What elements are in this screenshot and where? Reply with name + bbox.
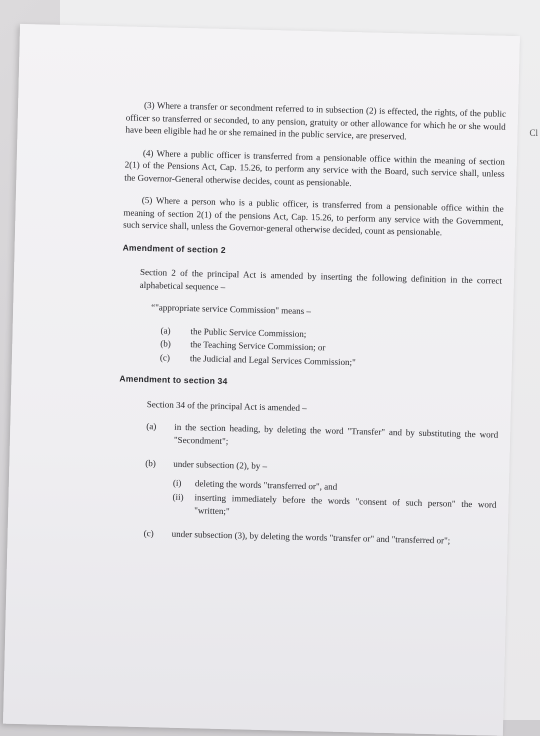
- item-text: the Teaching Service Commission; or: [190, 339, 326, 353]
- section-34-item-b: [145, 457, 497, 478]
- subitem-text: deleting the words "transferred or", and: [194, 477, 338, 492]
- section-34-intro: Section 34 of the principal Act is amended –: [146, 398, 307, 413]
- item-text: the Judicial and Legal Services Commission;": [189, 352, 356, 367]
- item-text: in the section heading, by deleting the word "Transfer" and by substituting the word "Secondment";: [173, 421, 499, 446]
- paragraph-4: (4) Where a public officer is transferred from a pensionable office within the meaning of section 2(1) of the Pensions Act, Cap. 15.26, to perform any service with the Board, such service shall, unless the Governor-General otherwise decides, count as pensionable.: [124, 147, 505, 188]
- section-34-subitem-ii: [172, 491, 497, 524]
- paragraph-3: (3) Where a transfer or secondment referred to in subsection (2) is effected, the rights, of the public officer so transferred or seconded, to any pension, gratuity or other allowance for which he or she would have been eligible had he or she remained in the public service, are preserved.: [125, 99, 507, 142]
- subitem-label: (i): [172, 477, 182, 488]
- item-label: (a): [160, 324, 171, 336]
- section-2-list: [160, 324, 501, 372]
- item-label: (b): [145, 458, 157, 469]
- section-34-item-c: [144, 527, 496, 548]
- item-label: (c): [159, 351, 171, 363]
- section-2-definition: “"appropriate service Commission" means –: [151, 302, 312, 317]
- document-body: [115, 99, 506, 561]
- margin-text: Cl: [529, 128, 538, 138]
- section-2-intro: Section 2 of the principal Act is amended by inserting the following definition in the correct alphabetical sequence –: [139, 266, 503, 292]
- item-label: (b): [160, 338, 171, 349]
- item-text: the Public Service Commission;: [190, 325, 307, 339]
- subitem-text: inserting immediately before the words "consent of such person" the word "written;": [194, 492, 497, 516]
- heading-amendment-section-34: Amendment to section 34: [119, 373, 228, 387]
- item-text: under subsection (2), by –: [173, 458, 268, 472]
- item-label: (c): [143, 528, 154, 539]
- item-text: under subsection (3), by deleting the words "transfer or" and "transferred or";: [171, 528, 451, 546]
- paragraph-5: (5) Where a person who is a public officer, is transferred from a pensionable office within the meaning of section 2(1) of the pensions Act, Cap. 15.26, to perform any service with the Government, such service shall, unless the Governor-general otherwise decided, count as pensionable.: [123, 194, 504, 238]
- item-label: (a): [146, 421, 157, 432]
- document-page: [3, 24, 520, 736]
- heading-amendment-section-2: Amendment of section 2: [122, 241, 226, 255]
- subitem-label: (ii): [172, 491, 184, 503]
- section-34-item-a: [146, 420, 499, 454]
